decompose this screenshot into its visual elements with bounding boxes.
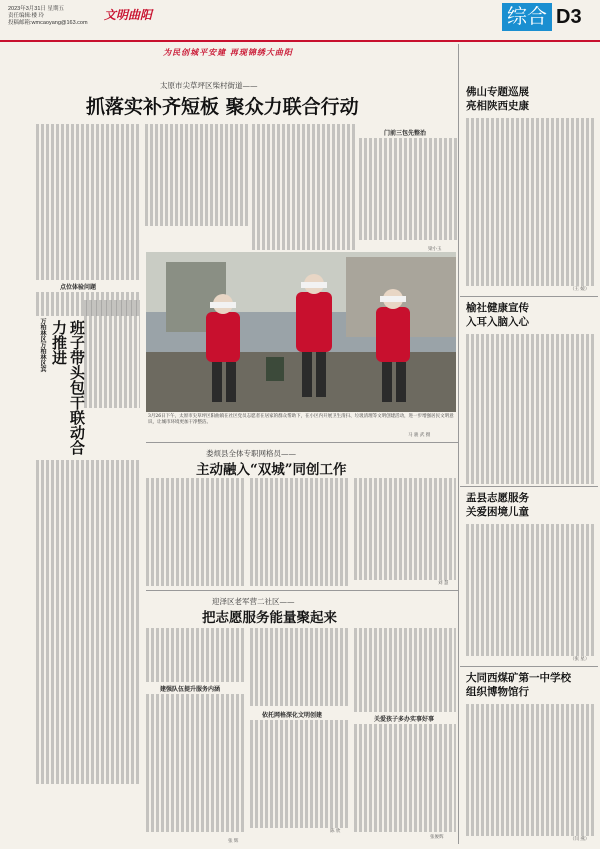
lead-kicker: 太原市尖草坪区柴村街道—— bbox=[160, 81, 258, 90]
r4-body bbox=[466, 704, 594, 836]
middle-body-col2 bbox=[250, 478, 350, 586]
divider-2 bbox=[146, 590, 458, 591]
header-editor: 责任编辑:楼 玲 bbox=[8, 13, 45, 19]
middle-body-col1 bbox=[146, 478, 246, 586]
lower-byline-2: 陈 欣 bbox=[330, 829, 341, 834]
middle-byline: 刘 慧 bbox=[438, 581, 449, 586]
r2-title-2: 入耳入脑入心 bbox=[466, 316, 529, 328]
lower-body-col2b bbox=[250, 720, 350, 828]
page-header bbox=[0, 0, 600, 42]
lower-subhead-1: 建强队伍提升服务内涵 bbox=[160, 686, 221, 693]
vertical-kicker: 万柏林区万柏林区宾 bbox=[39, 318, 46, 372]
lower-subhead-2: 依托网格深化文明创建 bbox=[262, 712, 323, 719]
r4-title-2: 组织博物馆行 bbox=[466, 686, 529, 698]
lower-body-col3b bbox=[354, 724, 456, 832]
r3-byline: （张 星） bbox=[570, 657, 590, 662]
middle-kicker: 娄烦县全体专职网格员—— bbox=[206, 449, 296, 458]
right-column bbox=[460, 44, 598, 844]
lead-subhead-gate: 门前三包先整治 bbox=[384, 130, 427, 137]
r2-title-1: 榆社健康宣传 bbox=[466, 302, 529, 314]
r3-body bbox=[466, 524, 594, 656]
vertical-headline: 班子带头包干联动合力推进 bbox=[50, 320, 86, 455]
photo-caption: 3月26日下午，太原市尖草坪区阳曲镇在社区党员志愿者在居家的群众帮助下，在小区内开展卫生清扫、垃圾清理等文明创建活动，进一步增强居民文明意识，让城市环境更加干净整洁。 bbox=[148, 414, 454, 425]
section-title: 综合 bbox=[502, 3, 552, 31]
middle-headline: 主动融入“双城”同创工作 bbox=[196, 462, 347, 478]
banner-slogan: 为民创城平安建 再现锦绣大曲阳 bbox=[163, 47, 293, 57]
vertical-body-col bbox=[84, 300, 140, 408]
news-photo bbox=[146, 252, 456, 412]
photo-credit: 马 骏 武 摄 bbox=[408, 433, 431, 438]
right-divider-2 bbox=[460, 486, 598, 487]
header-brand: 文明曲阳 bbox=[104, 8, 153, 22]
lead-headline: 抓落实补齐短板 聚众力联合行动 bbox=[86, 96, 359, 118]
lead-byline: 梁小玉 bbox=[428, 247, 442, 252]
page-number: D3 bbox=[556, 6, 582, 28]
lower-byline-1: 张 辉 bbox=[228, 839, 239, 844]
lower-body-col3 bbox=[354, 628, 456, 712]
r2-body bbox=[466, 334, 594, 484]
header-date: 2023年3月31日 星期五 bbox=[8, 6, 64, 12]
lead-body-col1 bbox=[36, 124, 141, 280]
lead-body-col2 bbox=[145, 124, 250, 226]
lower-body-col1 bbox=[146, 628, 246, 682]
r1-title-2: 亮相陕西史康 bbox=[466, 100, 529, 112]
lead-body-col3 bbox=[252, 124, 357, 250]
middle-body-col3 bbox=[354, 478, 456, 580]
lower-kicker: 迎泽区老军营二社区—— bbox=[212, 597, 295, 606]
header-info bbox=[8, 6, 88, 27]
r1-body bbox=[466, 118, 594, 286]
lower-byline-3: 张俊辉 bbox=[430, 835, 444, 840]
r3-title-2: 关爱困境儿童 bbox=[466, 506, 529, 518]
r1-byline: （王 媛） bbox=[570, 287, 590, 292]
r1-title-1: 佛山专题巡展 bbox=[466, 86, 529, 98]
lower-headline: 把志愿服务能量聚起来 bbox=[202, 610, 337, 626]
lead-subhead-ring: 点位体验问题 bbox=[60, 284, 97, 291]
right-column-separator bbox=[458, 44, 459, 844]
lead-body-col4 bbox=[359, 138, 457, 246]
r4-title-1: 大同西煤矿第一中学校 bbox=[466, 672, 571, 684]
lower-subhead-3: 关爱孩子多办实事好事 bbox=[374, 716, 435, 723]
divider-1 bbox=[146, 442, 458, 443]
right-divider-1 bbox=[460, 296, 598, 297]
right-divider-3 bbox=[460, 666, 598, 667]
lower-body-col2 bbox=[250, 628, 350, 706]
r3-title-1: 盂县志愿服务 bbox=[466, 492, 529, 504]
lower-body-col1b bbox=[146, 694, 246, 838]
header-email: 投稿邮箱:wmcaoyang@163.com bbox=[8, 20, 88, 26]
r4-byline: （闫 燕） bbox=[570, 837, 590, 842]
vertical-body-col2 bbox=[36, 460, 141, 785]
